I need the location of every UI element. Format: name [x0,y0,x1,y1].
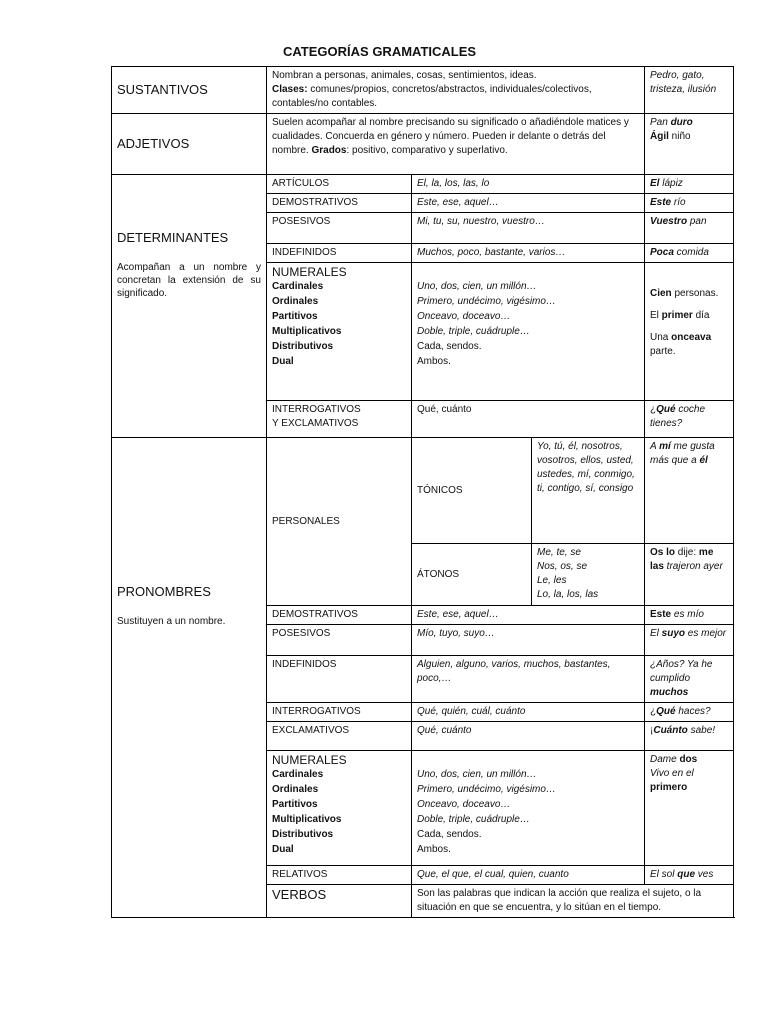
items-cell [412,194,645,213]
items-cell [412,175,645,194]
example-text: lápiz [659,178,683,189]
example-text: Una [650,332,672,343]
example-highlight: dos [679,754,698,765]
atonos-label: ÁTONOS [412,544,532,606]
description-text: Suelen acompañar al nombre precisando su significado o añadiéndole matices y cualidades. Concuerda en género y número. Pueden ir delante o detrás del nombre. [272,117,629,156]
example-highlight: duro [670,117,693,128]
example-highlight: Este [650,609,672,620]
category-cell [112,438,267,918]
example-cell [645,703,734,722]
example-text: ves [695,869,714,880]
example-text: parte. [650,346,676,357]
numeral-type: Dual [272,356,294,367]
example-text: Dame [650,754,680,765]
example-highlight: suyo [661,628,686,639]
numeral-type: Cardinales [272,769,324,780]
row-sustantivos [112,67,734,114]
items-text: Mi, tu, su, nuestro, vuestro… [417,216,545,227]
example-highlight: onceava [671,332,712,343]
items-text: Qué, cuánto [417,725,472,736]
example-highlight: primero [650,782,688,793]
items-cell [412,606,645,625]
example-text: Pan [650,117,671,128]
example-highlight: primer [661,310,693,321]
example-highlight: Qué [656,706,676,717]
subcategory-label: NUMERALES [272,753,347,767]
example-cell [645,213,734,244]
example-cell [645,175,734,194]
example-cell [645,656,734,703]
items-cell [412,866,645,885]
numeral-item: Uno, dos, cien, un millón… [417,281,537,292]
example-cell [645,722,734,751]
tonicos-label: TÓNICOS [412,438,532,544]
subcategory-label: INDEFINIDOS [267,656,412,703]
items-cell [412,625,645,656]
category-cell [267,885,412,918]
numeral-type: Ordinales [272,296,319,307]
example-text: trajeron ayer [663,561,723,572]
items-cell [412,213,645,244]
subcategory-label: ARTÍCULOS [267,175,412,194]
example-text: río [671,197,686,208]
numeral-type: Partitivos [272,799,318,810]
example-highlight: Poca [650,247,674,258]
category-label: DETERMINANTES [117,230,229,245]
example-text: El sol [650,869,678,880]
subcategory-label: INTERROGATIVOS [267,703,412,722]
example-cell [645,244,734,263]
items-text: Qué, cuánto [417,404,472,415]
subcategory-label: POSESIVOS [267,625,412,656]
grados-text: : positivo, comparativo y superlativo. [346,145,508,156]
example-highlight: Cien [650,288,672,299]
example-text: El [650,628,662,639]
items-cell [412,263,645,401]
items-text: Mío, tuyo, suyo… [417,628,495,639]
items-text: El, la, los, las, lo [417,178,490,189]
example-highlight: Ágil [650,131,669,142]
atono-item: Nos, os, se [537,561,588,572]
example-text: El [650,310,662,321]
example-text: me gusta más que a [650,441,715,466]
subcategory-cell [267,751,412,866]
items-cell [412,703,645,722]
items-cell [412,244,645,263]
subcategory-label: PERSONALES [267,438,412,606]
numeral-item: Cada, sendos. [417,829,482,840]
items-cell [532,438,645,544]
row-adjetivos [112,114,734,175]
example-text: ¿ [650,706,657,717]
example-highlight: Vuestro [650,216,688,227]
category-note: Acompañan a un nombre y concretan la extensión de su significado. [117,262,261,299]
numeral-type: Ordinales [272,784,319,795]
example-cell [645,438,734,544]
category-label: VERBOS [272,887,327,902]
numeral-item: Onceavo, doceavo… [417,799,511,810]
example-text: ¿ [650,404,657,415]
description-cell [267,114,645,175]
page-title: CATEGORÍAS GRAMATICALES [283,44,477,59]
subcategory-label: EXCLAMATIVOS [267,722,412,751]
subcategory-label: INTERROGATIVOS [272,404,361,415]
numeral-type: Multiplicativos [272,814,342,825]
numeral-type: Distributivos [272,829,334,840]
numeral-item: Ambos. [417,844,451,855]
example-text: es mío [671,609,704,620]
atono-item: Me, te, se [537,547,581,558]
items-text: Alguien, alguno, varios, muchos, bastantes, poco,… [417,659,611,684]
numeral-item: Primero, undécimo, vigésimo… [417,296,556,307]
numeral-item: Ambos. [417,356,451,367]
items-text: Este, ese, aquel… [417,609,499,620]
example-cell [645,751,734,866]
example-highlight: que [677,869,696,880]
example-highlight: mí [659,441,671,452]
category-label: PRONOMBRES [117,584,211,599]
example-highlight: él [699,455,708,466]
grados-label: Grados [311,145,347,156]
example-text: personas. [671,288,719,299]
numeral-item: Doble, triple, cuádruple… [417,326,530,337]
clases-label: Clases: [272,84,308,95]
example-text: ¡ [650,725,654,736]
numeral-item: Onceavo, doceavo… [417,311,511,322]
numeral-type: Distributivos [272,341,334,352]
subcategory-label: Y EXCLAMATIVOS [272,418,359,429]
example-text: haces? [675,706,711,717]
description-cell [412,885,734,918]
example-highlight: me las [650,547,714,572]
subcategory-cell [267,401,412,438]
example-text: coche tienes? [650,404,706,429]
example-cell [645,401,734,438]
atono-item: Le, les [537,575,567,586]
numeral-type: Cardinales [272,281,324,292]
example-cell [645,67,734,114]
numeral-type: Dual [272,844,294,855]
description-cell [267,67,645,114]
numeral-item: Doble, triple, cuádruple… [417,814,530,825]
subcategory-label: INDEFINIDOS [267,244,412,263]
items-text: Este, ese, aquel… [417,197,499,208]
example-highlight: Qué [656,404,676,415]
category-label: ADJETIVOS [117,135,190,151]
example-cell [645,544,734,606]
row-det-articulos [112,175,734,194]
example-text: Vivo en el [650,768,694,779]
items-cell [412,656,645,703]
description-text: Son las palabras que indican la acción que realiza el sujeto, o la situación en que se encuentra, y lo sitúan en el tiempo. [417,888,702,913]
items-cell [532,544,645,606]
category-label: SUSTANTIVOS [117,81,208,97]
category-cell [112,175,267,438]
items-text: Yo, tú, él, nosotros, vosotros, ellos, usted, ustedes, mí, conmigo, ti, contigo, sí, consigo [537,441,635,494]
example-text: Pedro, gato, tristeza, ilusión [650,70,717,95]
example-highlight: Cuánto [653,725,688,736]
example-highlight: muchos [650,687,689,698]
subcategory-label: DEMOSTRATIVOS [267,606,412,625]
description-text: Nombran a personas, animales, cosas, sentimientos, ideas. [272,70,537,81]
example-highlight: Este [650,197,672,208]
subcategory-label: RELATIVOS [267,866,412,885]
example-highlight: El [650,178,660,189]
example-text: dije: [675,547,699,558]
category-cell [112,67,267,114]
example-cell [645,114,734,175]
example-cell [645,866,734,885]
atono-item: Lo, la, los, las [537,589,599,600]
subcategory-label: DEMOSTRATIVOS [267,194,412,213]
clases-text: comunes/propios, concretos/abstractos, individuales/colectivos, contables/no contables. [272,84,592,109]
numeral-item: Cada, sendos. [417,341,482,352]
example-text: pan [687,216,707,227]
numeral-type: Multiplicativos [272,326,342,337]
example-text: sabe! [687,725,716,736]
example-cell [645,606,734,625]
subcategory-label: POSESIVOS [267,213,412,244]
items-cell [412,751,645,866]
subcategory-cell [267,263,412,401]
items-cell [412,401,645,438]
items-text: Qué, quién, cuál, cuánto [417,706,526,717]
numeral-item: Primero, undécimo, vigésimo… [417,784,556,795]
example-text: comida [673,247,709,258]
items-cell [412,722,645,751]
items-text: Que, el que, el cual, quien, cuanto [417,869,569,880]
items-text: Muchos, poco, bastante, varios… [417,247,566,258]
example-cell [645,625,734,656]
row-pron-personales-tonicos [112,438,734,544]
example-text: día [692,310,710,321]
example-highlight: Os lo [650,547,676,558]
numeral-type: Partitivos [272,311,318,322]
example-text: es mejor [685,628,727,639]
example-cell [645,263,734,401]
category-cell [112,114,267,175]
example-text: niño [668,131,691,142]
subcategory-label: NUMERALES [272,265,347,279]
grammar-table [111,66,734,918]
numeral-item: Uno, dos, cien, un millón… [417,769,537,780]
category-note: Sustituyen a un nombre. [117,616,226,627]
example-text: ¿Años? Ya he cumplido [650,659,713,684]
example-text: A [650,441,660,452]
example-cell [645,194,734,213]
